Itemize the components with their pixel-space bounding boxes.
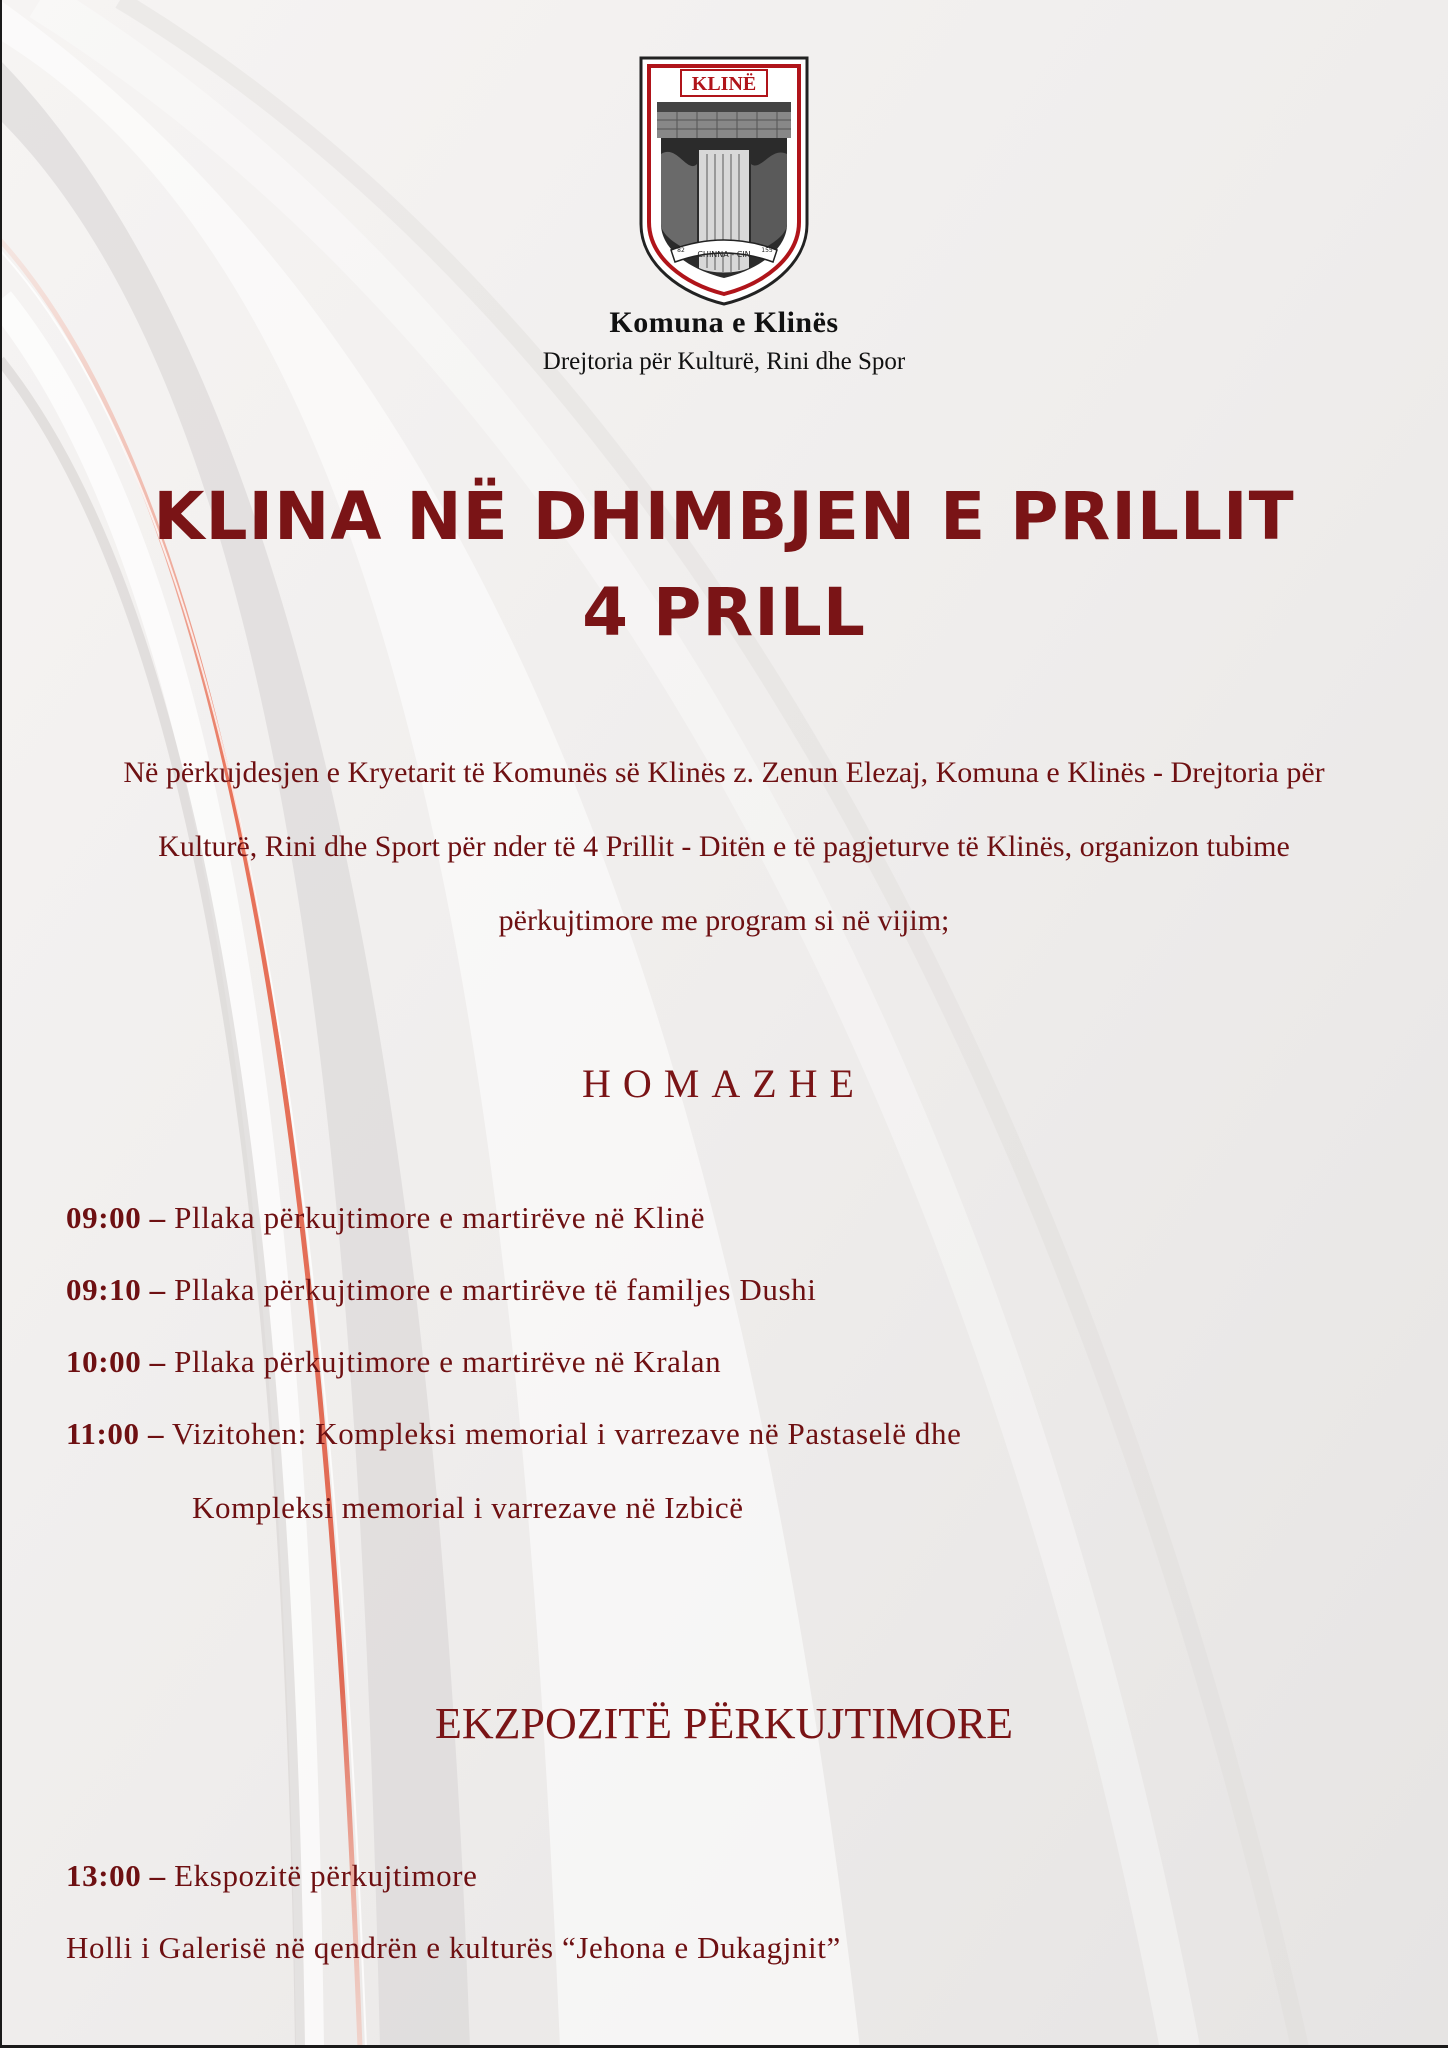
list-item <box>66 1272 816 1308</box>
ekspozite-heading: EKZPOZITË PËRKUJTIMORE <box>434 1699 1014 1748</box>
homazhe-heading: HOMAZHE <box>582 1061 866 1106</box>
municipality-emblem <box>637 54 811 308</box>
ekspozite-location: Holli i Galerisë në qendrën e kulturës “Jehona e Dukagjnit” <box>66 1930 841 1965</box>
entry-text: Pllaka përkujtimore e martirëve të familjes Dushi <box>174 1272 817 1307</box>
title-line-2: 4 PRILL <box>582 574 866 651</box>
emblem-year-right: 155 <box>761 247 773 254</box>
emblem-year-left: 82 <box>677 247 685 254</box>
entry-text: Pllaka përkujtimore e martirëve në Kralan <box>174 1344 722 1379</box>
org-subtitle: Drejtoria për Kulturë, Rini dhe Spor <box>542 348 906 375</box>
entry-time: 13:00 – <box>66 1858 166 1893</box>
list-item <box>66 1200 705 1236</box>
entry-time: 11:00 – <box>66 1416 165 1451</box>
entry-time: 10:00 – <box>66 1344 166 1379</box>
entry-text: Vizitohen: Kompleksi memorial i varrezave në Pastaselë dhe <box>171 1416 962 1451</box>
list-item <box>66 1344 721 1380</box>
title-line-1: KLINA NË DHIMBJEN E PRILLIT <box>153 478 1295 555</box>
entry-text: Ekspozitë përkujtimore <box>174 1858 478 1893</box>
emblem-label: KLINË <box>691 73 757 95</box>
entry-text: Pllaka përkujtimore e martirëve në Klinë <box>174 1200 706 1235</box>
org-name: Komuna e Klinës <box>609 306 839 339</box>
emblem-ribbon: CHINNA - CIN <box>697 250 751 259</box>
entry-time: 09:10 – <box>66 1272 166 1307</box>
list-item <box>66 1858 477 1894</box>
entry-continuation: Kompleksi memorial i varrezave në Izbicë <box>192 1490 744 1525</box>
entry-time: 09:00 – <box>66 1200 166 1235</box>
list-item <box>66 1416 961 1452</box>
intro-paragraph: Në përkujdesjen e Kryetarit të Komunës së Klinës z. Zenun Elezaj, Komuna e Klinës - Drejtoria për Kulturë, Rini dhe Sport për nder të 4 Prillit - Ditën e të pagjeturve të Klinës, organizon tubime përkujtimore me program si në vijim; <box>123 756 1325 937</box>
